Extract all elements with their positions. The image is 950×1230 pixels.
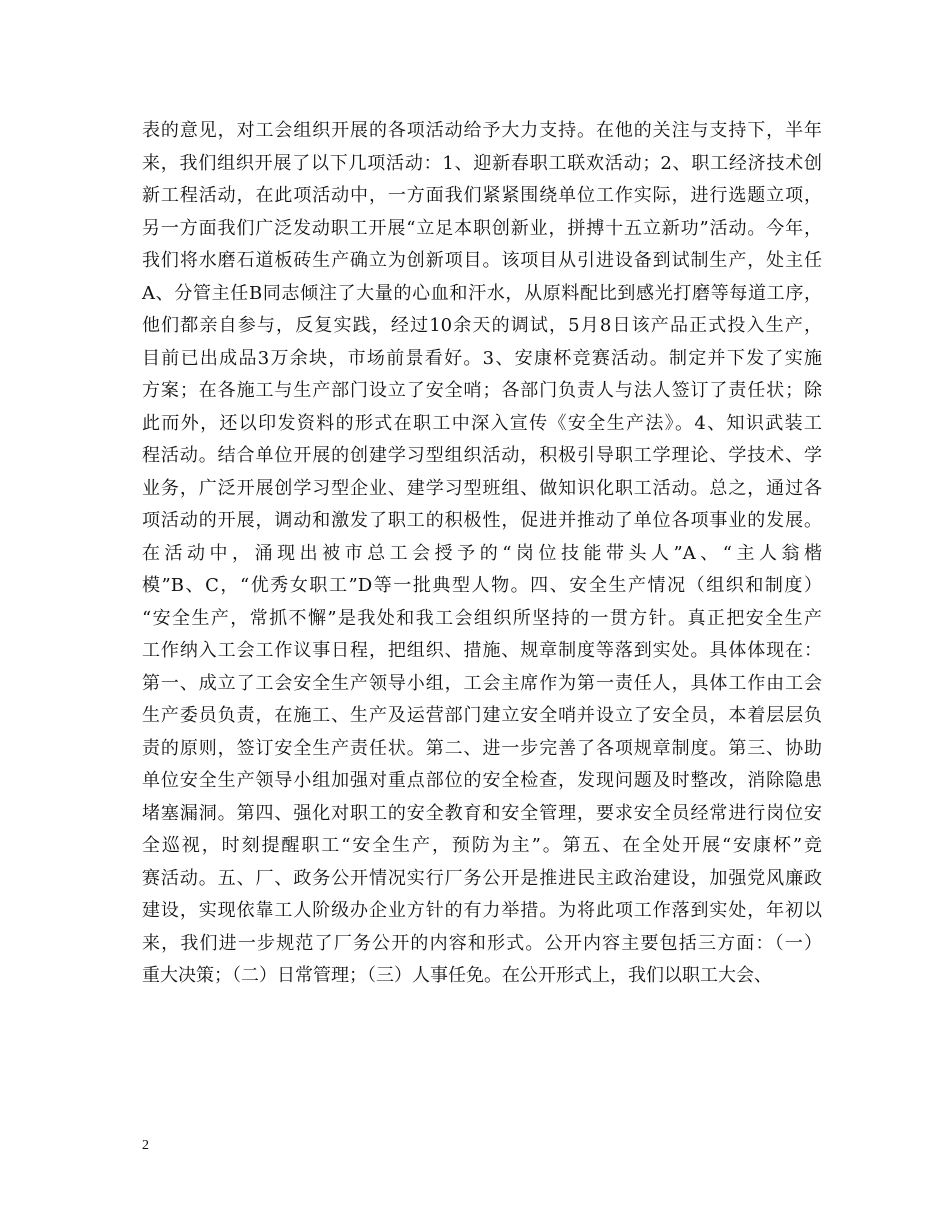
text-line: 责的原则，签订安全生产责任状。第二、进一步完善了各项规章制度。第三、协助 xyxy=(142,737,822,759)
text-line: “安全生产，常抓不懈”是我处和我工会组织所坚持的一贯方针。真正把安全生产 xyxy=(142,607,822,629)
text-line: 目前已出成品3万余块，市场前景看好。3、安康杯竞赛活动。制定并下发了实施 xyxy=(142,347,822,369)
text-line: 业务，广泛开展创学习型企业、建学习型班组、做知识化职工活动。总之，通过各 xyxy=(142,477,822,499)
text-line: 重大决策；（二）日常管理；（三）人事任免。在公开形式上，我们以职工大会、 xyxy=(142,965,772,986)
text-line: 在活动中，涌现出被市总工会授予的“岗位技能带头人”A、“主人翁楷 xyxy=(142,542,822,564)
text-line: 项活动的开展，调动和激发了职工的积极性，促进并推动了单位各项事业的发展。 xyxy=(142,510,822,531)
text-line: 另一方面我们广泛发动职工开展“立足本职创新业，拼搏十五立新功”活动。今年， xyxy=(142,217,822,239)
text-line: 我们将水磨石道板砖生产确立为创新项目。该项目从引进设备到试制生产，处主任 xyxy=(142,250,822,271)
text-line: 生产委员负责，在施工、生产及运营部门建立安全哨并设立了安全员，本着层层负 xyxy=(142,705,822,726)
text-line: A、分管主任B同志倾注了大量的心血和汗水，从原料配比到感光打磨等每道工序， xyxy=(142,282,822,304)
text-line: 他们都亲自参与，反复实践，经过10余天的调试，5月8日该产品正式投入生产， xyxy=(142,315,822,336)
text-line: 赛活动。五、厂、政务公开情况实行厂务公开是推进民主政治建设，加强党风廉政 xyxy=(142,867,822,889)
text-line: 全巡视，时刻提醒职工“安全生产，预防为主”。第五、在全处开展“安康杯”竞 xyxy=(142,835,822,856)
text-line: 来，我们组织开展了以下几项活动：1、迎新春职工联欢活动；2、职工经济技术创 xyxy=(142,152,822,174)
page-number: 2 xyxy=(142,1138,149,1153)
text-line: 堵塞漏洞。第四、强化对职工的安全教育和安全管理，要求安全员经常进行岗位安 xyxy=(142,802,822,824)
text-line: 此而外，还以印发资料的形式在职工中深入宣传《安全生产法》。4、知识武装工 xyxy=(142,412,822,434)
text-line: 第一、成立了工会安全生产领导小组，工会主席作为第一责任人，具体工作由工会 xyxy=(142,672,822,694)
text-line: 程活动。结合单位开展的创建学习型组织活动，积极引导职工学理论、学技术、学 xyxy=(142,445,822,466)
text-line: 单位安全生产领导小组加强对重点部位的安全检查，发现问题及时整改，消除隐患 xyxy=(142,770,822,791)
text-line: 方案；在各施工与生产部门设立了安全哨；各部门负责人与法人签订了责任状；除 xyxy=(142,380,822,401)
text-line: 表的意见，对工会组织开展的各项活动给予大力支持。在他的关注与支持下，半年 xyxy=(142,120,822,141)
text-line: 工作纳入工会工作议事日程，把组织、措施、规章制度等落到实处。具体体现在： xyxy=(142,640,822,661)
text-line: 模”B、C，“优秀女职工”D等一批典型人物。四、安全生产情况（组织和制度） xyxy=(142,575,822,596)
text-line: 来，我们进一步规范了厂务公开的内容和形式。公开内容主要包括三方面：（一） xyxy=(142,932,822,954)
body-text xyxy=(142,115,822,993)
text-line: 建设，实现依靠工人阶级办企业方针的有力举措。为将此项工作落到实处，年初以 xyxy=(142,900,822,921)
text-line: 新工程活动，在此项活动中，一方面我们紧紧围绕单位工作实际，进行选题立项， xyxy=(142,185,822,206)
